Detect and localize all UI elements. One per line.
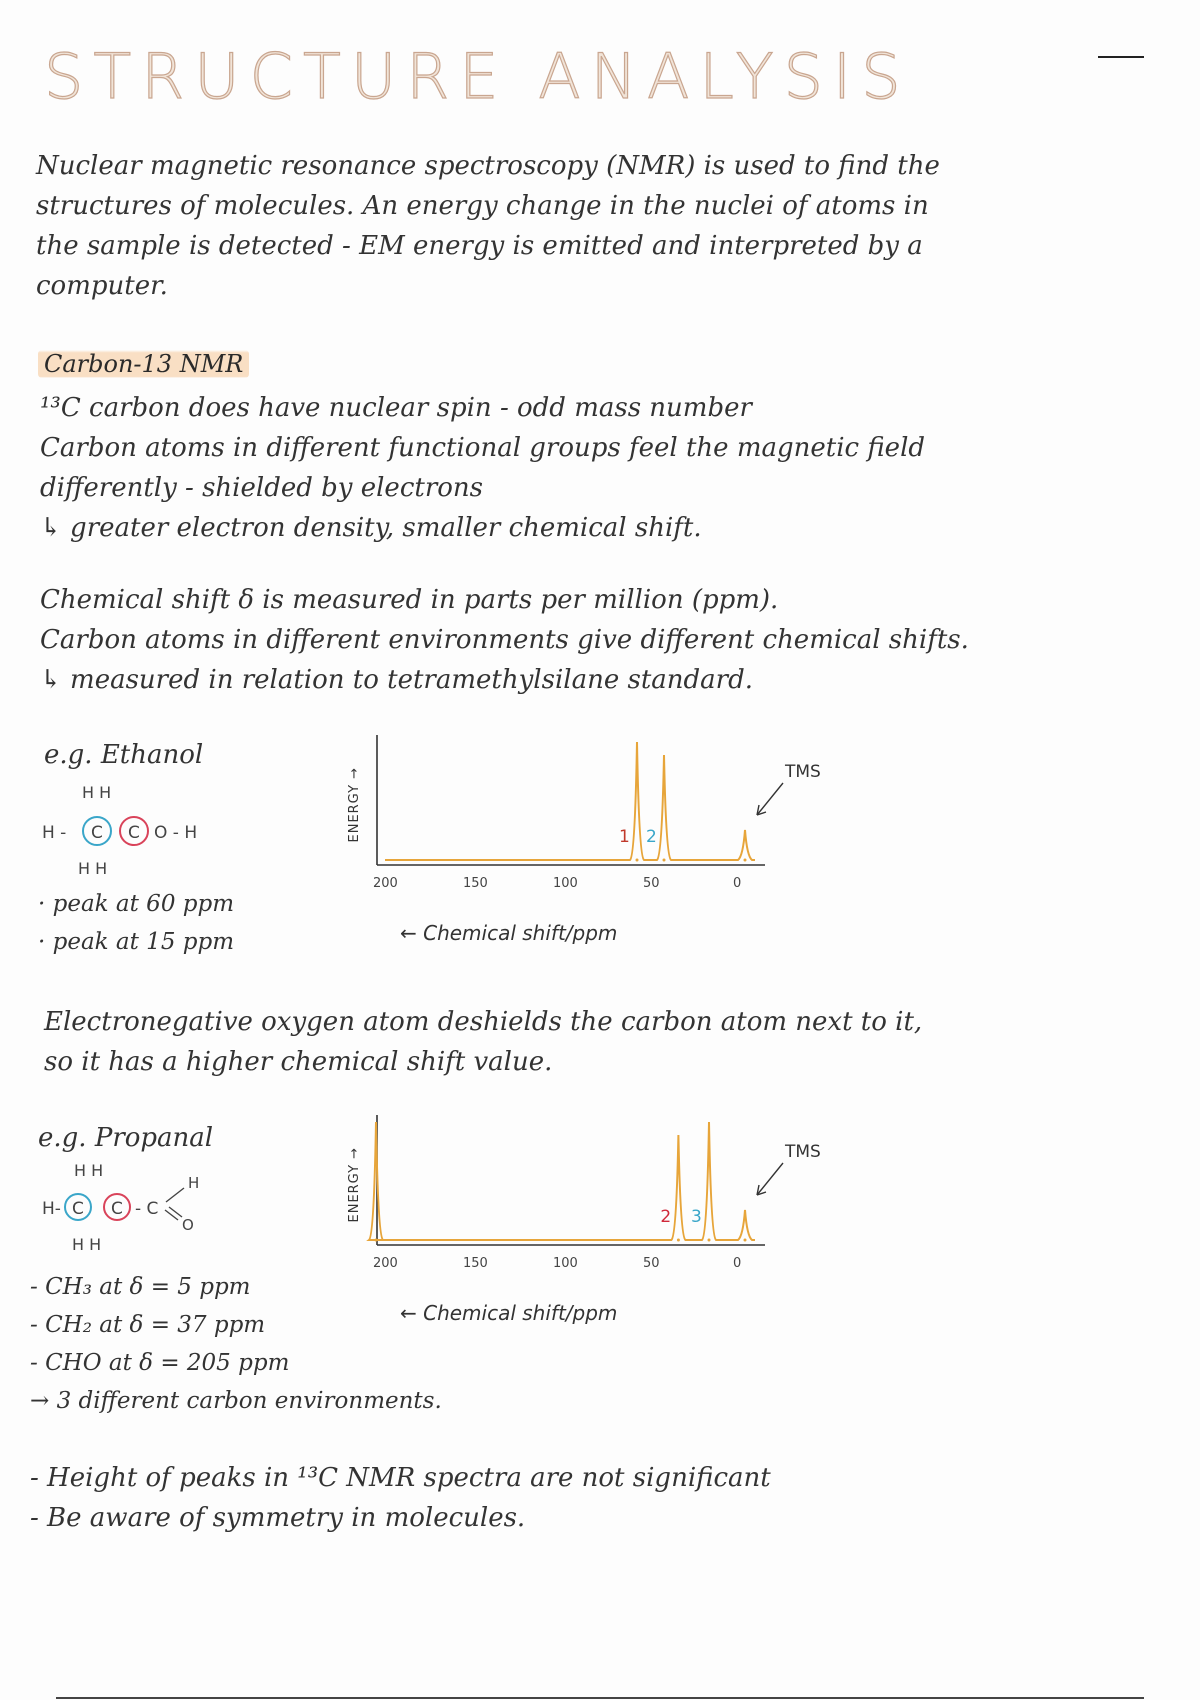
section-line: ↳ greater electron density, smaller chemical shift. <box>40 513 702 543</box>
propanal-carbon-1: C <box>72 1199 84 1219</box>
ethanol-peak-marker <box>744 859 747 862</box>
propanal-bottom-h: H H <box>72 1235 102 1254</box>
intro-line: computer. <box>36 271 168 301</box>
propanal-top-h: H H <box>74 1161 104 1180</box>
propanal-tick-label: 100 <box>553 1256 578 1271</box>
propanal-tms-label: TMS <box>785 1142 821 1162</box>
propanal-peak-label: 3 <box>691 1207 702 1227</box>
intro-paragraph <box>36 146 940 306</box>
propanal-double-bond-a <box>165 1210 178 1220</box>
propanal-ch-bond <box>166 1188 184 1202</box>
section-heading: Carbon-13 NMR <box>38 350 249 378</box>
example2-label: e.g. Propanal <box>38 1123 214 1153</box>
propanal-tick-label: 150 <box>463 1256 488 1271</box>
ethanol-peak-label: 1 <box>619 827 630 847</box>
propanal-aldehyde-h: H <box>188 1174 200 1192</box>
shift-notes <box>40 580 969 700</box>
shift-line: Carbon atoms in different environments give different chemical shifts. <box>40 625 969 655</box>
ethanol-structure <box>38 778 238 883</box>
page-title: STRUCTURE ANALYSIS <box>44 40 911 113</box>
section-line: ¹³C carbon does have nuclear spin - odd mass number <box>40 393 752 423</box>
ethanol-left: H - <box>42 823 67 843</box>
propanal-tms-arrow <box>757 1163 783 1195</box>
ethanol-carbon-1: C <box>91 823 103 843</box>
propanal-left: H- <box>42 1199 61 1219</box>
corner-dash <box>1098 56 1144 58</box>
propanal-tick-label: 50 <box>643 1256 660 1271</box>
note-line: · peak at 15 ppm <box>38 929 235 955</box>
ethanol-spectrum-svg <box>330 725 830 965</box>
deshield-line: so it has a higher chemical shift value. <box>44 1047 553 1077</box>
ethanol-peak-label: 2 <box>646 827 657 847</box>
section-line: differently - shielded by electrons <box>40 473 484 503</box>
shift-line: ↳ measured in relation to tetramethylsilane standard. <box>40 665 753 695</box>
propanal-peak-marker <box>375 1239 378 1242</box>
deshield-line: Electronegative oxygen atom deshields the carbon atom next to it, <box>44 1007 923 1037</box>
propanal-spectrum <box>330 1105 830 1349</box>
final-line: - Be aware of symmetry in molecules. <box>30 1503 526 1533</box>
ethanol-tick-label: 150 <box>463 876 488 891</box>
propanal-peak-marker <box>744 1239 747 1242</box>
ethanol-top-h: H H <box>82 783 112 802</box>
propanal-peak-marker <box>708 1239 711 1242</box>
propanal-x-label: ← Chemical shift/ppm <box>400 1301 618 1325</box>
propanal-peak-marker <box>677 1239 680 1242</box>
propanal-y-label: ENERGY → <box>347 1146 362 1223</box>
intro-line: the sample is detected - EM energy is emitted and interpreted by a <box>36 231 923 261</box>
deshield-notes <box>44 1002 922 1082</box>
intro-line: structures of molecules. An energy change in the nuclei of atoms in <box>36 191 929 221</box>
note-line: · peak at 60 ppm <box>38 891 235 917</box>
propanal-peak-label: 2 <box>660 1207 672 1227</box>
ethanol-spectrum-line <box>385 742 755 860</box>
note-line: - CH₃ at δ = 5 ppm <box>30 1274 251 1300</box>
final-notes <box>30 1458 771 1538</box>
propanal-spectrum-svg <box>330 1105 830 1345</box>
ethanol-tms-arrow <box>757 783 783 815</box>
ethanol-bottom-h: H H <box>78 859 108 878</box>
propanal-structure <box>38 1158 238 1258</box>
final-line: - Height of peaks in ¹³C NMR spectra are not significant <box>30 1463 771 1493</box>
example1-label: e.g. Ethanol <box>44 740 204 770</box>
ethanol-tick-label: 50 <box>643 876 660 891</box>
propanal-double-bond-b <box>169 1207 182 1217</box>
propanal-tick-label: 0 <box>733 1256 742 1271</box>
example1-notes <box>38 885 234 961</box>
shift-line: Chemical shift δ is measured in parts per million (ppm). <box>40 585 779 615</box>
section-line: Carbon atoms in different functional groups feel the magnetic field <box>40 433 926 463</box>
ethanol-carbon-2: C <box>128 823 140 843</box>
propanal-carbon-2: C <box>111 1199 123 1219</box>
ethanol-x-label: ← Chemical shift/ppm <box>400 921 618 945</box>
ethanol-y-label: ENERGY → <box>347 766 362 843</box>
ethanol-tick-label: 200 <box>373 876 398 891</box>
ethanol-tick-label: 100 <box>553 876 578 891</box>
note-line: → 3 different carbon environments. <box>30 1388 442 1414</box>
ethanol-right: O - H <box>154 823 198 843</box>
bottom-rule <box>56 1697 1144 1699</box>
propanal-oxygen: O <box>182 1216 194 1234</box>
ethanol-tick-label: 0 <box>733 876 742 891</box>
ethanol-spectrum <box>330 725 830 969</box>
note-line: - CHO at δ = 205 ppm <box>30 1350 290 1376</box>
propanal-right: - C <box>135 1199 159 1219</box>
intro-line: Nuclear magnetic resonance spectroscopy (NMR) is used to find the <box>36 151 940 181</box>
section-notes <box>40 388 925 548</box>
ethanol-peak-marker <box>636 859 639 862</box>
ethanol-tms-label: TMS <box>785 762 821 782</box>
note-line: - CH₂ at δ = 37 ppm <box>30 1312 266 1338</box>
ethanol-peak-marker <box>663 859 666 862</box>
propanal-tick-label: 200 <box>373 1256 398 1271</box>
